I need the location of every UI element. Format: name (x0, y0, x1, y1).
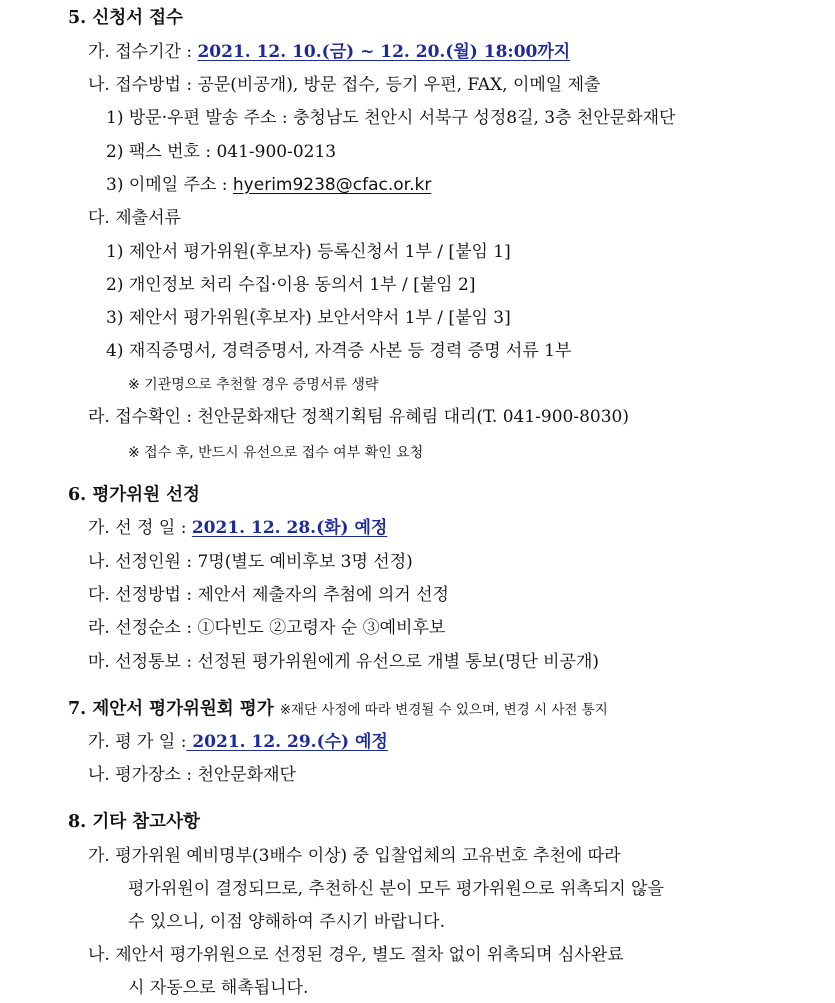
s7-evaluation-place: 나. 평가장소 : 천안문화재단 (88, 765, 296, 785)
s5-email-row (106, 175, 431, 195)
s7-evaluation-date-label: 가. 평 가 일 : (88, 732, 187, 752)
s6-selection-method: 다. 선정방법 : 제안서 제출자의 추첨에 의거 선정 (88, 585, 449, 605)
s6-selection-order: 라. 선정순소 : ①다빈도 ②고령자 순 ③예비후보 (88, 618, 446, 638)
s6-selection-date (88, 518, 387, 538)
s5-address: 1) 방문·우편 발송 주소 : 충청남도 천안시 서북구 성정8길, 3층 천안문화재단 (106, 108, 676, 128)
s5-doc-2: 2) 개인정보 처리 수집·이용 동의서 1부 / [붙임 2] (106, 275, 476, 295)
section-8-title: 8. 기타 참고사항 (68, 812, 200, 832)
s5-receipt-method: 나. 접수방법 : 공문(비공개), 방문 접수, 등기 우편, FAX, 이메일 제출 (88, 75, 601, 95)
s5-receipt-period-label: 가. 접수기간 : (88, 42, 198, 62)
s5-doc-4: 4) 재직증명서, 경력증명서, 자격증 사본 등 경력 증명 서류 1부 (106, 341, 572, 361)
s5-email-link[interactable]: hyerim9238@cfac.or.kr (232, 175, 432, 195)
s5-doc-1: 1) 제안서 평가위원(후보자) 등록신청서 1부 / [붙임 1] (106, 242, 511, 262)
s6-selection-notice: 마. 선정통보 : 선정된 평가위원에게 유선으로 개별 통보(명단 비공개) (88, 652, 600, 672)
s5-confirmation-note: ※ 접수 후, 반드시 유선으로 접수 여부 확인 요청 (128, 445, 424, 461)
s5-doc-note: ※ 기관명으로 추천할 경우 증명서류 생략 (128, 377, 379, 393)
section-6-title: 6. 평가위원 선정 (68, 485, 200, 505)
s8-item-ga-line3: 수 있으니, 이점 양해하여 주시기 바랍니다. (128, 912, 446, 932)
s5-documents-heading: 다. 제출서류 (88, 208, 181, 228)
s8-item-na-line1: 나. 제안서 평가위원으로 선정된 경우, 별도 절차 없이 위촉되며 심사완료 (88, 945, 624, 965)
section-7-title-note: ※재단 사정에 따라 변경될 수 있으며, 변경 시 사전 통지 (279, 702, 608, 718)
s5-doc-3: 3) 제안서 평가위원(후보자) 보안서약서 1부 / [붙임 3] (106, 308, 511, 328)
s5-receipt-period (88, 42, 570, 62)
s8-item-na-line2: 시 자동으로 해촉됩니다. (128, 978, 309, 998)
section-5-title: 5. 신청서 접수 (68, 8, 183, 28)
s5-receipt-period-value: 2021. 12. 10.(금) ~ 12. 20.(월) 18:00까지 (197, 42, 571, 62)
s6-selection-count: 나. 선정인원 : 7명(별도 예비후보 3명 선정) (88, 552, 413, 572)
s5-confirmation: 라. 접수확인 : 천안문화재단 정책기획팀 유혜림 대리(T. 041-900-8030) (88, 407, 629, 427)
section-7-title (68, 699, 608, 720)
s5-fax: 2) 팩스 번호 : 041-900-0213 (106, 142, 337, 162)
s7-evaluation-date (88, 732, 388, 752)
s6-selection-date-value: 2021. 12. 28.(화) 예정 (191, 518, 388, 538)
section-7-title-text: 7. 제안서 평가위원회 평가 (68, 699, 280, 719)
s5-email-label: 3) 이메일 주소 : (106, 175, 233, 195)
s8-item-ga-line1: 가. 평가위원 예비명부(3배수 이상) 중 입찰업체의 고유번호 추천에 따라 (88, 846, 621, 866)
s8-item-ga-line2: 평가위원이 결정되므로, 추천하신 분이 모두 평가위원으로 위촉되지 않을 (128, 879, 664, 899)
s6-selection-date-label: 가. 선 정 일 : (88, 518, 192, 538)
s7-evaluation-date-value: 2021. 12. 29.(수) 예정 (186, 732, 388, 752)
